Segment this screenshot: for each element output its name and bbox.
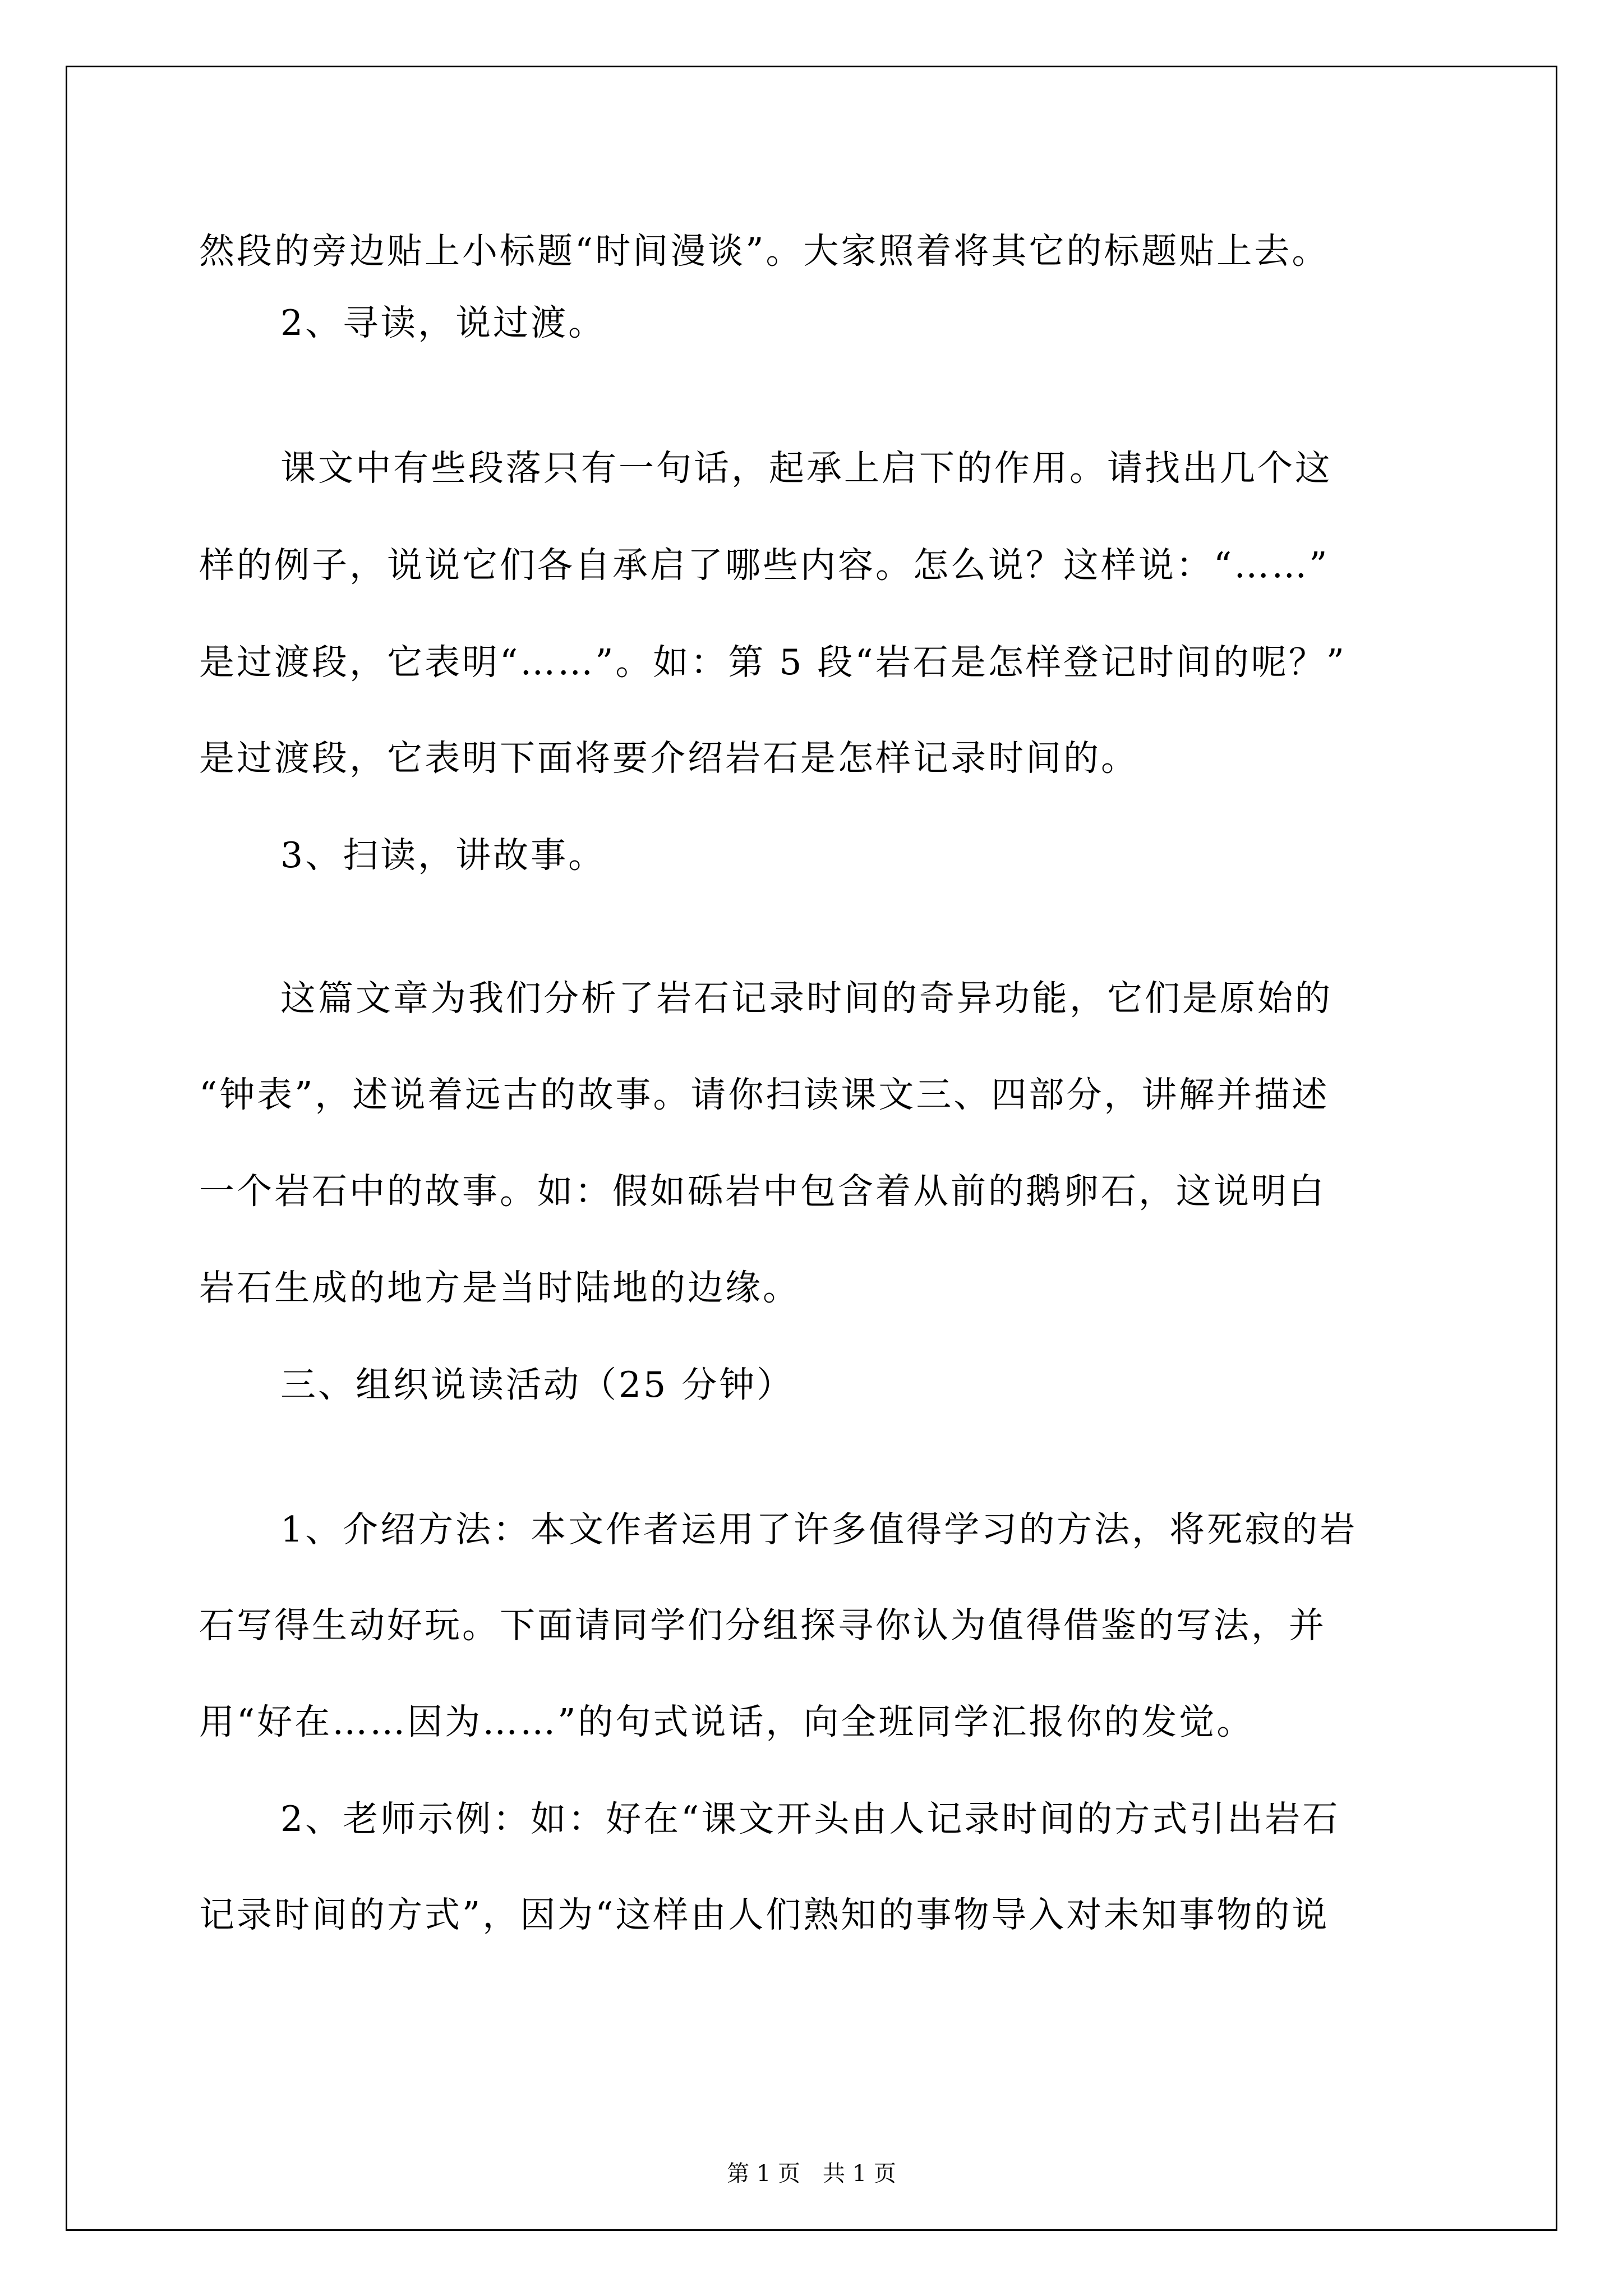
text-line: 然段的旁边贴上小标题“时间漫谈”。大家照着将其它的标题贴上去。 (199, 231, 1330, 272)
text-line: 石写得生动好玩。下面请同学们分组探寻你认为值得借鉴的写法，并 (199, 1605, 1326, 1646)
text-line: 一个岩石中的故事。如：假如砾岩中包含着从前的鹅卵石，这说明白 (199, 1171, 1326, 1212)
text-line: 3、扫读，讲故事。 (280, 835, 606, 876)
text-line: 三、组织说读活动（25 分钟） (280, 1364, 795, 1405)
text-line: 用“好在……因为……”的句式说话，向全班同学汇报你的发觉。 (199, 1701, 1255, 1742)
text-line: 记录时间的方式”，因为“这样由人们熟知的事物导入对未知事物的说 (199, 1894, 1330, 1935)
text-line: 岩石生成的地方是当时陆地的边缘。 (199, 1267, 800, 1308)
text-line: 是过渡段，它表明“……”。如：第 5 段“岩石是怎样登记时间的呢？” (199, 642, 1347, 683)
text-line: 是过渡段，它表明下面将要介绍岩石是怎样记录时间的。 (199, 738, 1138, 779)
text-line: 课文中有些段落只有一句话，起承上启下的作用。请找出几个这 (280, 448, 1332, 489)
page-footer: 第 1 页 共 1 页 (727, 2161, 896, 2187)
text-line: 2、寻读，说过渡。 (280, 302, 606, 343)
text-line: “钟表”，述说着远古的故事。请你扫读课文三、四部分，讲解并描述 (199, 1074, 1330, 1115)
text-line: 1、介绍方法：本文作者运用了许多值得学习的方法，将死寂的岩 (280, 1509, 1358, 1550)
text-line: 样的例子，说说它们各自承启了哪些内容。怎么说？这样说：“……” (199, 545, 1330, 586)
text-line: 2、老师示例：如：好在“课文开头由人记录时间的方式引出岩石 (280, 1798, 1340, 1839)
text-line: 这篇文章为我们分析了岩石记录时间的奇异功能，它们是原始的 (280, 978, 1332, 1019)
